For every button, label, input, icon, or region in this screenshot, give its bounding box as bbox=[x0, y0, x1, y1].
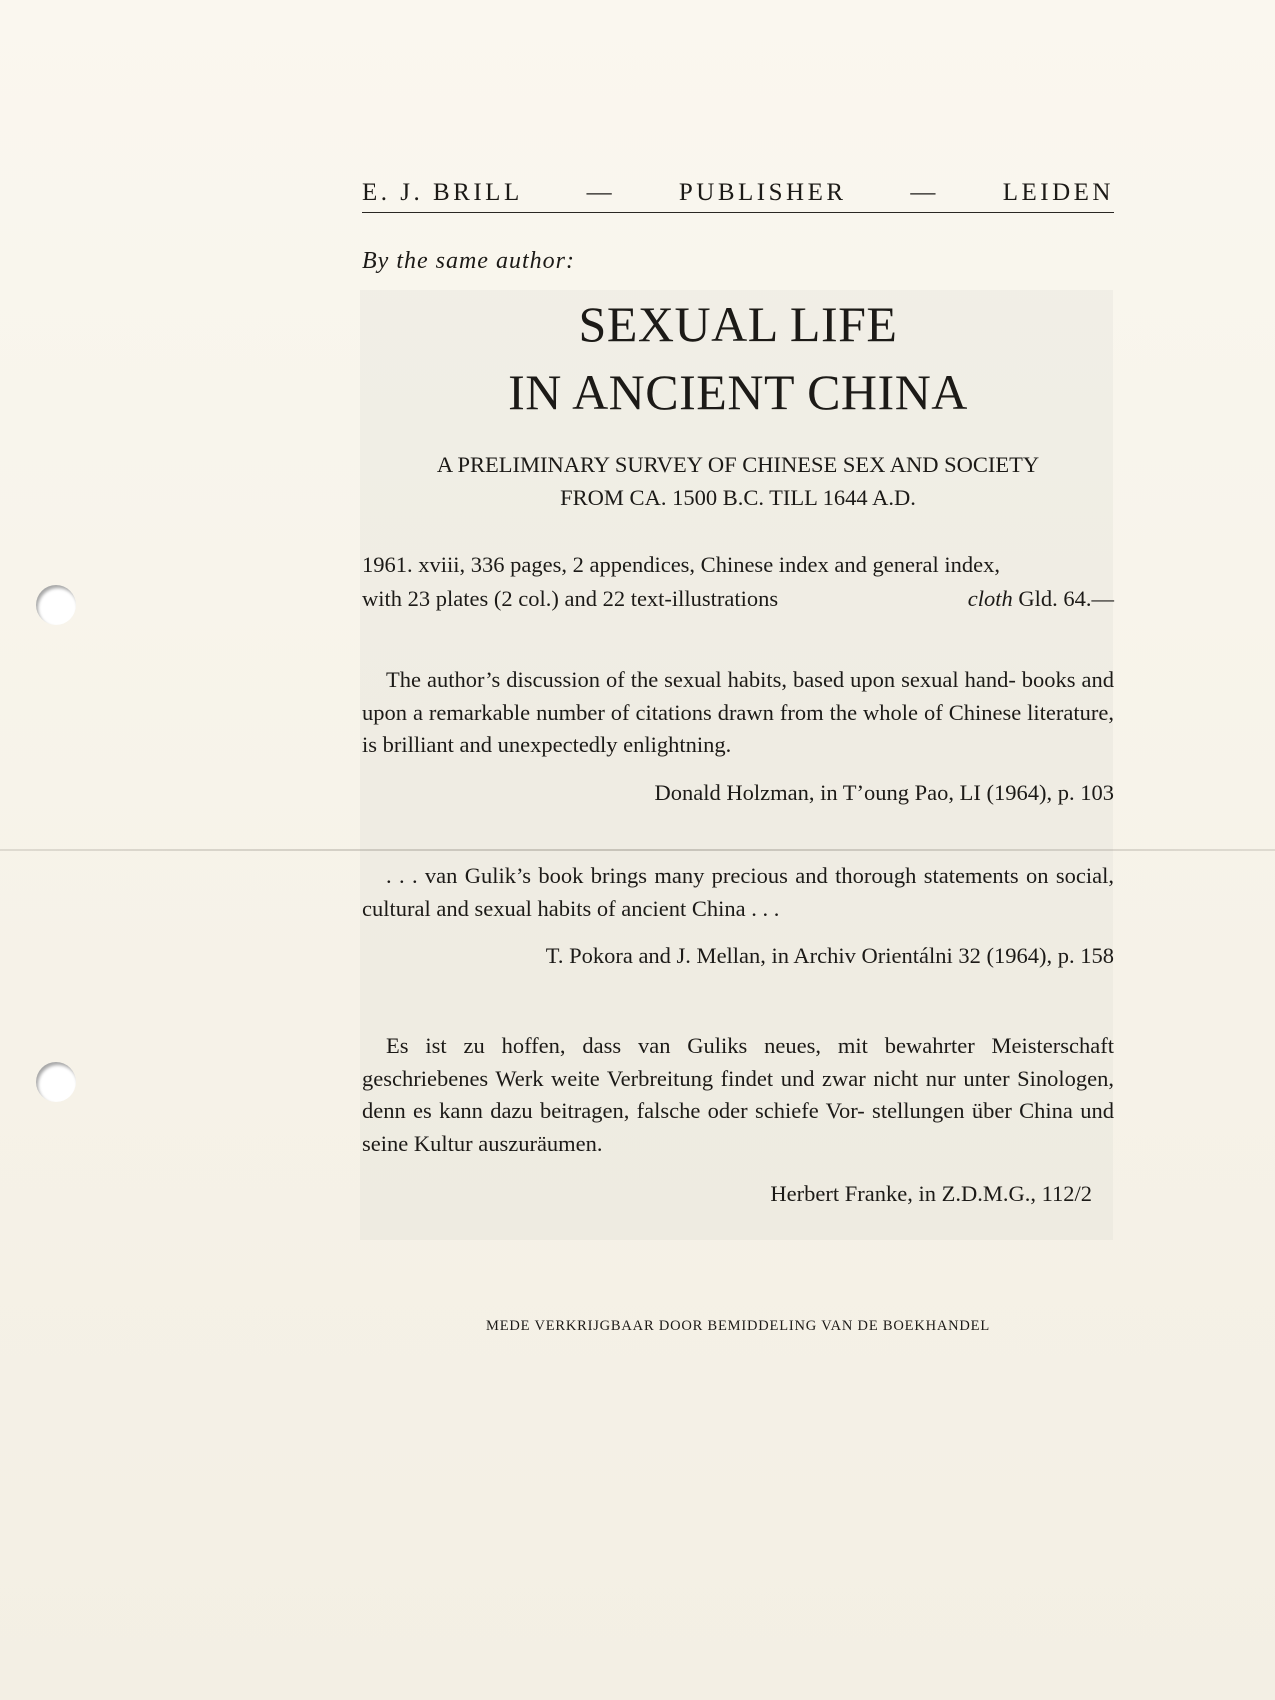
fold-line bbox=[0, 849, 1275, 851]
byline: By the same author: bbox=[362, 248, 575, 274]
header-dash-2: — bbox=[910, 179, 939, 206]
publisher-header bbox=[362, 178, 1114, 208]
publisher-name: E. J. BRILL bbox=[362, 179, 523, 206]
punch-hole-top bbox=[36, 585, 76, 625]
book-subtitle-line-1: A PRELIMINARY SURVEY OF CHINESE SEX AND SOCIETY bbox=[436, 452, 1040, 477]
header-rule bbox=[362, 212, 1114, 213]
review-attribution-1: Donald Holzman, in T’oung Pao, LI (1964), p. 103 bbox=[654, 780, 1114, 805]
publication-info-line-1 bbox=[362, 548, 1114, 582]
price: Gld. 64.— bbox=[1018, 586, 1114, 611]
header-dash-1: — bbox=[586, 179, 616, 206]
review-attribution-2: T. Pokora and J. Mellan, in Archiv Orientálni 32 (1964), p. 158 bbox=[545, 943, 1114, 968]
publication-details: 1961. xviii, 336 pages, 2 appendices, Chinese index and general index, bbox=[362, 552, 1000, 577]
review-quote-1: The author’s discussion of the sexual habits, based upon sexual hand- books and upon a remarkable number of citations drawn from the whole of Chinese literature, is brilliant and unexpectedly enlightning. bbox=[362, 667, 1114, 757]
book-title-line-1: SEXUAL LIFE bbox=[578, 296, 898, 352]
book-title bbox=[362, 290, 1114, 426]
publisher-role: PUBLISHER bbox=[678, 179, 847, 206]
price-info bbox=[968, 582, 1114, 616]
review-attribution-3: Herbert Franke, in Z.D.M.G., 112/2 bbox=[770, 1181, 1092, 1206]
book-title-line-2: IN ANCIENT CHINA bbox=[508, 364, 968, 420]
illustration-details: with 23 plates (2 col.) and 22 text-illustrations bbox=[362, 586, 779, 611]
book-subtitle bbox=[362, 448, 1114, 514]
review-quote-2: . . . van Gulik’s book brings many precious and thorough statements on social, cultural and sexual habits of ancient China . . . bbox=[362, 863, 1114, 921]
binding-type: cloth bbox=[967, 586, 1013, 611]
publication-info bbox=[362, 548, 1114, 616]
book-subtitle-line-2: FROM CA. 1500 B.C. TILL 1644 A.D. bbox=[560, 485, 916, 510]
punch-hole-bottom bbox=[36, 1062, 76, 1102]
publisher-city: LEIDEN bbox=[1002, 179, 1114, 206]
availability-note: MEDE VERKRIJGBAAR DOOR BEMIDDELING VAN DE BOEKHANDEL bbox=[486, 1318, 990, 1334]
review-quote-3: Es ist zu hoffen, dass van Guliks neues, mit bewahrter Meisterschaft geschriebenes Werk weite Verbreitung findet und zwar nicht nur unter Sinologen, denn es kann dazu beitragen, falsche oder schiefe Vor- stellungen über China und seine Kultur auszuräumen. bbox=[362, 1033, 1114, 1156]
publication-info-line-2 bbox=[362, 582, 1114, 616]
